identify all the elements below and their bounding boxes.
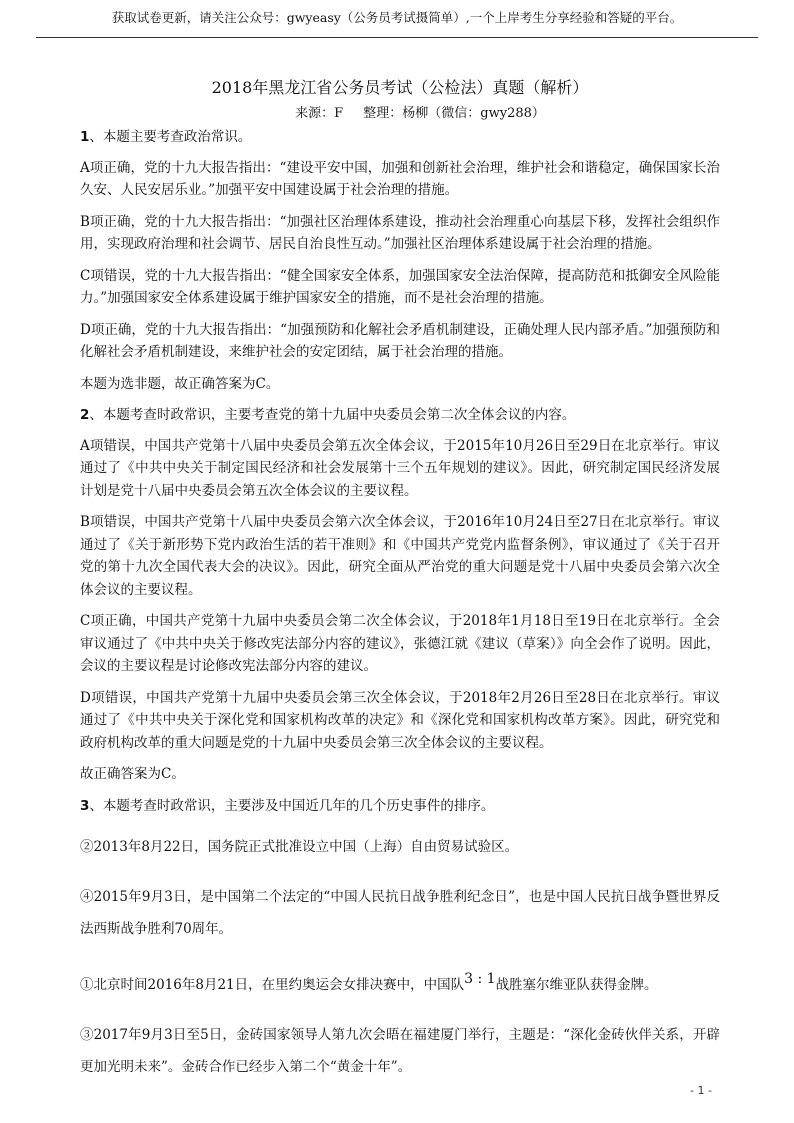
question-1-option-d: D项正确，党的十九大报告指出：“加强预防和化解社会矛盾机制建设，正确处理人民内部矛盾。”加强预防和化解社会矛盾机制建设，来维护社会的安定团结，属于社会治理的措施。 [80, 321, 720, 360]
document-editor: 整理：杨柳（微信：gwy288） [363, 106, 545, 121]
question-2-number: 2 [80, 407, 90, 423]
document-title: 2018年黑龙江省公务员考试（公检法）真题（解析） [211, 78, 589, 97]
question-1-answer: 本题为选非题，故正确答案为C。 [80, 375, 280, 392]
question-1-option-b: B项正确，党的十九大报告指出：“加强社区治理体系建设，推动社会治理重心向基层下移，发挥社会组织作用，实现政府治理和社会调节、居民自治良性互动。”加强社区治理体系建设属于社会治理的措施。 [80, 213, 720, 252]
question-2-text: 、本题考查时政常识，主要考查党的第十九届中央委员会第二次全体会议的内容。 [89, 407, 576, 423]
document-source: 来源：F [295, 106, 344, 121]
question-3-number: 3 [80, 797, 90, 814]
question-2-option-b: B项错误，中国共产党第十八届中央委员会第六次全体会议，于2016年10月24日至27日在北京举行。审议通过了《关于新形势下党内政治生活的若干准则》和《中国共产党党内监督条例》，审议通过了《关于召开党的第十九次全国代表大会的决议》。因此，研究全面从严治党的重大问题是党十八届中央委员会第六次全体会议的主要议程。 [80, 514, 720, 598]
page-number: - 1 - [690, 1084, 712, 1097]
question-2-answer: 故正确答案为C。 [80, 766, 185, 782]
header-notice-bar [0, 0, 794, 38]
header-divider [36, 37, 758, 38]
document-body [80, 76, 720, 1101]
question-3-intro [80, 795, 720, 818]
match-score: 3 : 1 [464, 971, 496, 987]
question-1-option-a: A项正确，党的十九大报告指出：“建设平安中国，加强和创新社会治理，维护社会和谐稳定，确保国家长治久安、人民安居乐业。”加强平安中国建设属于社会治理的措施。 [80, 159, 720, 198]
event-1-lead: ①北京时间2016年8月21日，在里约奥运会女排决赛中，中国队 [80, 977, 465, 993]
header-notice: 获取试卷更新，请关注公众号：gwyeasy（公务员考试摄简单）,一个上岸考生分享经验和答疑的平台。 [111, 10, 683, 25]
question-2-option-d: D项错误，中国共产党第十九届中央委员会第三次全体会议，于2018年2月26日至28日在北京举行。审议通过了《中共中央关于深化党和国家机构改革的决定》和《深化党和国家机构改革方案》。因此，研究党和政府机构改革的重大问题是党的十九届中央委员会第三次全体会议的主要议程。 [80, 689, 720, 751]
question-3-event-3: ③2017年9月3日至5日，金砖国家领导人第九次会晤在福建厦门举行，主题是：“深化金砖伙伴关系，开辟更加光明未来”。金砖合作已经步入第二个“黄金十年”。 [80, 1027, 720, 1075]
question-2-option-a: A项错误，中国共产党第十八届中央委员会第五次全体会议，于2015年10月26日至29日在北京举行。审议通过了《中共中央关于制定国民经济和社会发展第十三个五年规划的建议》。因此，研究制定国民经济发展计划是党十八届中央委员会第五次全体会议的主要议程。 [80, 437, 720, 499]
event-1-tail: 战胜塞尔维亚队获得金牌。 [495, 977, 658, 993]
question-2-option-c: C项正确，中国共产党第十九届中央委员会第二次全体会议，于2018年1月18日至19日在北京举行。全会审议通过了《中共中央关于修改宪法部分内容的建议》，张德江就《建议（草案）》向全会作了说明。因此，会议的主要议程是讨论修改宪法部分内容的建议。 [80, 613, 720, 674]
question-1-number: 1 [80, 129, 90, 145]
question-3-text: 、本题考查时政常识，主要涉及中国近几年的几个历史事件的排序。 [89, 797, 495, 814]
question-1-text: 、本题主要考查政治常识。 [89, 129, 252, 145]
question-2-intro [80, 404, 720, 427]
question-3-event-2: ②2013年8月22日，国务院正式批准设立中国（上海）自由贸易试验区。 [80, 839, 519, 855]
question-3-event-1 [80, 963, 720, 1001]
question-1-intro [80, 126, 720, 149]
question-1-option-c: C项错误，党的十九大报告指出：“健全国家安全体系，加强国家安全法治保障，提高防范和抵御安全风险能力。”加强国家安全体系建设属于维护国家安全的措施，而不是社会治理的措施。 [80, 267, 720, 306]
document-meta [120, 104, 720, 124]
question-3-event-4: ④2015年9月3日，是中国第二个法定的“中国人民抗日战争胜利纪念日”，也是中国人民抗日战争暨世界反法西斯战争胜利70周年。 [80, 889, 720, 937]
